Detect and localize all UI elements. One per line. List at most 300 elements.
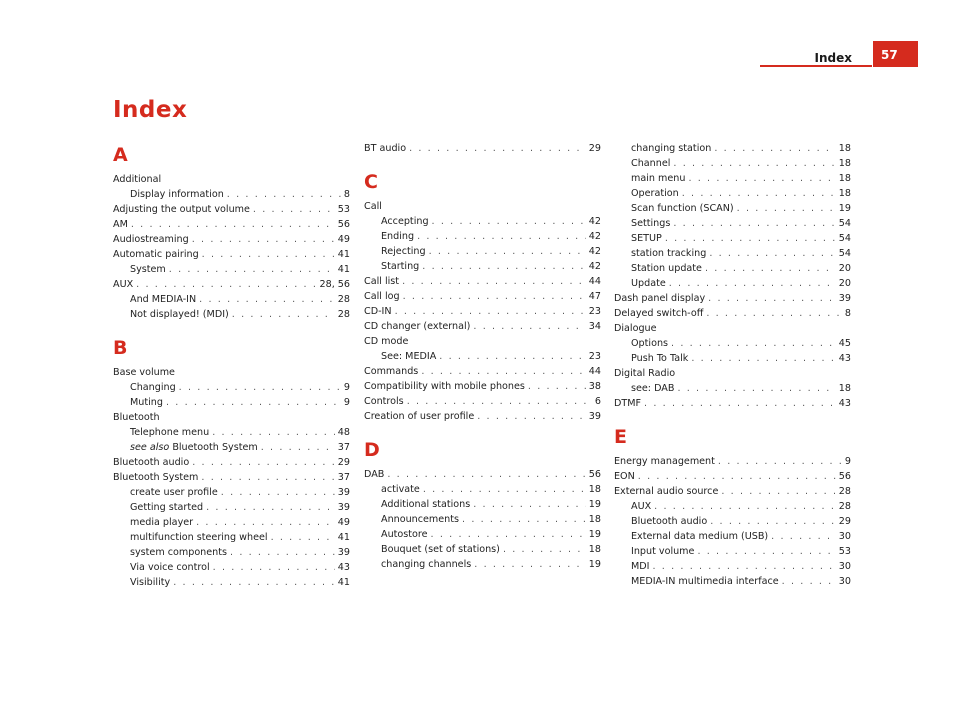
entry-page: 41 [337, 577, 350, 588]
header-rule [760, 65, 872, 67]
entry-label: Changing [130, 382, 176, 393]
index-entry [364, 214, 601, 229]
dot-leader [654, 499, 836, 514]
entry-label: Update [631, 278, 666, 289]
index-entry [614, 261, 851, 276]
entry-page: 37 [337, 442, 350, 453]
entry-label: multifunction steering wheel [130, 532, 268, 543]
dot-leader [682, 186, 836, 201]
entry-label: Visibility [130, 577, 171, 588]
entry-page: 56 [588, 469, 601, 480]
page-title: Index [113, 97, 188, 123]
section-d-entries [364, 467, 601, 572]
entry-page: 56 [337, 219, 350, 230]
index-entry [614, 306, 851, 321]
entry-page: 38 [588, 381, 601, 392]
dot-leader [477, 409, 586, 424]
index-entry [364, 199, 601, 214]
dot-leader [221, 485, 335, 500]
dot-leader [432, 214, 586, 229]
entry-label: Automatic pairing [113, 249, 199, 260]
index-entry [614, 216, 851, 231]
index-entry [364, 542, 601, 557]
entry-page: 28 [337, 309, 350, 320]
entry-label: Dash panel display [614, 293, 706, 304]
entry-label: Additional [113, 174, 162, 185]
entry-page: 18 [588, 544, 601, 555]
entry-label: system components [130, 547, 228, 558]
section-a-entries [113, 172, 350, 322]
entry-label: Controls [364, 396, 404, 407]
entry-page: 18 [588, 514, 601, 525]
dot-leader [503, 542, 586, 557]
entry-label: Ending [381, 231, 415, 242]
entry-label: Creation of user profile [364, 411, 475, 422]
dot-leader [261, 440, 335, 455]
index-entry [614, 201, 851, 216]
dot-leader [199, 292, 335, 307]
dot-leader [213, 560, 335, 575]
entry-page: 29 [588, 143, 601, 154]
index-entry [113, 262, 350, 277]
entry-page: 28 [838, 486, 851, 497]
dot-leader [677, 381, 835, 396]
header-title: Index [814, 51, 852, 65]
entry-label: Energy management [614, 456, 715, 467]
entry-label: And MEDIA-IN [130, 294, 197, 305]
dot-leader [421, 364, 585, 379]
entry-label: EON [614, 471, 635, 482]
entry-page: 42 [588, 246, 601, 257]
entry-label: Getting started [130, 502, 204, 513]
index-entry [113, 307, 350, 322]
entry-label: External audio source [614, 486, 719, 497]
entry-page: 30 [838, 531, 851, 542]
dot-leader [253, 202, 335, 217]
entry-page: 29 [337, 457, 350, 468]
entry-label: Autostore [381, 529, 428, 540]
dot-leader [422, 259, 586, 274]
entry-label: BT audio [364, 143, 407, 154]
dot-leader [417, 229, 586, 244]
entry-label: media player [130, 517, 194, 528]
entry-label: Operation [631, 188, 679, 199]
index-entry [113, 560, 350, 575]
entry-label: AUX [631, 501, 652, 512]
dot-leader [474, 557, 586, 572]
dot-leader [196, 515, 335, 530]
entry-label: Input volume [631, 546, 695, 557]
dot-leader [407, 394, 592, 409]
section-letter-e: E [614, 426, 627, 448]
entry-label: Rejecting [381, 246, 426, 257]
index-entry [364, 557, 601, 572]
dot-leader [169, 262, 335, 277]
entry-page: 54 [838, 233, 851, 244]
see-also-target: Bluetooth System [169, 442, 258, 453]
index-entry [113, 425, 350, 440]
dot-leader [212, 425, 335, 440]
dot-leader [192, 232, 335, 247]
entry-label: main menu [631, 173, 686, 184]
entry-label: MEDIA-IN multimedia interface [631, 576, 779, 587]
entry-page: 18 [838, 158, 851, 169]
see-also-text: see also [130, 442, 170, 453]
entry-label: Commands [364, 366, 419, 377]
entry-page: 54 [838, 248, 851, 259]
entry-label: Call log [364, 291, 400, 302]
section-letter-d: D [364, 439, 380, 461]
dot-leader [671, 336, 836, 351]
entry-label: Bluetooth audio [113, 457, 190, 468]
index-entry [113, 380, 350, 395]
section-b-continued [364, 141, 601, 156]
index-entry [113, 277, 350, 292]
entry-page: 9 [343, 382, 350, 393]
entry-label: Muting [130, 397, 163, 408]
dot-leader [230, 545, 335, 560]
entry-label: Options [631, 338, 669, 349]
entry-page: 30 [838, 561, 851, 572]
entry-page: 42 [588, 216, 601, 227]
index-entry [614, 366, 851, 381]
entry-label: create user profile [130, 487, 218, 498]
entry-label: Digital Radio [614, 368, 676, 379]
dot-leader [409, 141, 586, 156]
section-letter-b: B [113, 337, 128, 359]
entry-label: Bluetooth System [113, 472, 199, 483]
entry-page: 54 [838, 218, 851, 229]
dot-leader [395, 304, 586, 319]
index-entry [364, 349, 601, 364]
index-entry [614, 514, 851, 529]
entry-label: Via voice control [130, 562, 210, 573]
dot-leader [665, 231, 836, 246]
index-entry [614, 186, 851, 201]
entry-page: 39 [588, 411, 601, 422]
index-entry [614, 156, 851, 171]
entry-page: 18 [838, 188, 851, 199]
index-entry [364, 379, 601, 394]
entry-page: 18 [838, 383, 851, 394]
entry-page: 19 [588, 499, 601, 510]
index-entry [364, 409, 601, 424]
entry-label: Push To Talk [631, 353, 689, 364]
entry-label: Bluetooth audio [631, 516, 708, 527]
entry-label: Delayed switch-off [614, 308, 704, 319]
entry-page: 48 [337, 427, 350, 438]
index-entry [614, 231, 851, 246]
index-entry [113, 470, 350, 485]
entry-page: 9 [844, 456, 851, 467]
index-entry [113, 485, 350, 500]
index-entry [364, 274, 601, 289]
index-entry [113, 395, 350, 410]
entry-page: 39 [337, 547, 350, 558]
entry-label: changing channels [381, 559, 472, 570]
dot-leader [644, 396, 836, 411]
entry-label: DTMF [614, 398, 642, 409]
entry-page: 6 [594, 396, 601, 407]
index-entry [614, 529, 851, 544]
index-entry [113, 530, 350, 545]
entry-page: 19 [588, 529, 601, 540]
entry-label: DAB [364, 469, 385, 480]
index-entry [364, 259, 601, 274]
dot-leader [439, 349, 585, 364]
index-entry [614, 276, 851, 291]
index-entry [364, 527, 601, 542]
index-entry [113, 500, 350, 515]
index-entry [614, 574, 851, 589]
entry-page: 41 [337, 532, 350, 543]
index-entry [113, 202, 350, 217]
index-entry [113, 172, 350, 187]
dot-leader [771, 529, 836, 544]
index-entry [614, 246, 851, 261]
entry-page: 43 [838, 353, 851, 364]
index-entry [113, 247, 350, 262]
entry-page: 41 [337, 249, 350, 260]
dot-leader [653, 559, 836, 574]
index-entry [364, 394, 601, 409]
dot-leader [166, 395, 341, 410]
index-entry [113, 410, 350, 425]
dot-leader [136, 277, 316, 292]
entry-page: 49 [337, 517, 350, 528]
entry-page: 44 [588, 276, 601, 287]
dot-leader [131, 217, 335, 232]
entry-page: 43 [838, 398, 851, 409]
index-entry [364, 364, 601, 379]
index-entry [614, 141, 851, 156]
entry-label: Compatibility with mobile phones [364, 381, 525, 392]
index-entry [614, 351, 851, 366]
entry-page: 28, 56 [319, 279, 350, 290]
dot-leader [721, 484, 835, 499]
dot-leader [688, 171, 835, 186]
dot-leader [473, 319, 585, 334]
entry-page: 43 [337, 562, 350, 573]
index-entry [614, 381, 851, 396]
dot-leader [202, 247, 335, 262]
dot-leader [429, 244, 586, 259]
index-entry [614, 336, 851, 351]
entry-label: CD changer (external) [364, 321, 471, 332]
section-c-entries [364, 199, 601, 424]
dot-leader [691, 351, 835, 366]
index-entry [614, 454, 851, 469]
index-entry [614, 469, 851, 484]
entry-page: 28 [337, 294, 350, 305]
dot-leader [782, 574, 836, 589]
entry-page: 53 [337, 204, 350, 215]
index-entry [614, 559, 851, 574]
entry-label: Audiostreaming [113, 234, 189, 245]
entry-label: see: DAB [631, 383, 675, 394]
entry-page: 19 [838, 203, 851, 214]
entry-page: 9 [343, 397, 350, 408]
entry-label: activate [381, 484, 420, 495]
entry-page: 8 [844, 308, 851, 319]
index-entry [364, 229, 601, 244]
entry-page: 23 [588, 306, 601, 317]
dot-leader [737, 201, 836, 216]
entry-label: External data medium (USB) [631, 531, 769, 542]
entry-page: 18 [838, 143, 851, 154]
index-column-3 [614, 141, 851, 589]
dot-leader [462, 512, 586, 527]
entry-page: 19 [588, 559, 601, 570]
index-entry [614, 171, 851, 186]
dot-leader [402, 274, 586, 289]
index-entry [364, 334, 601, 349]
index-entry [113, 187, 350, 202]
index-entry [614, 544, 851, 559]
dot-leader [528, 379, 586, 394]
index-entry [113, 575, 350, 590]
dot-leader [206, 500, 335, 515]
entry-page: 42 [588, 261, 601, 272]
entry-page: 39 [838, 293, 851, 304]
index-entry [364, 304, 601, 319]
dot-leader [638, 469, 836, 484]
index-entry [614, 499, 851, 514]
index-entry [614, 396, 851, 411]
entry-page: 53 [838, 546, 851, 557]
entry-page: 42 [588, 231, 601, 242]
index-entry [614, 291, 851, 306]
entry-page: 23 [588, 351, 601, 362]
dot-leader [706, 306, 842, 321]
dot-leader [403, 289, 586, 304]
index-entry [614, 484, 851, 499]
entry-page: 28 [838, 501, 851, 512]
entry-label: station tracking [631, 248, 707, 259]
index-entry [113, 515, 350, 530]
entry-page: 8 [343, 189, 350, 200]
entry-label: Accepting [381, 216, 429, 227]
index-entry [113, 217, 350, 232]
section-b-entries [113, 365, 350, 590]
entry-label: Bouquet (set of stations) [381, 544, 500, 555]
entry-page: 20 [838, 263, 851, 274]
entry-page: 47 [588, 291, 601, 302]
entry-label: Scan function (SCAN) [631, 203, 734, 214]
index-entry [113, 365, 350, 380]
index-column-1 [113, 143, 350, 590]
dot-leader [669, 276, 836, 291]
dot-leader [173, 575, 335, 590]
dot-leader [271, 530, 335, 545]
entry-label: Not displayed! (MDI) [130, 309, 229, 320]
dot-leader [387, 467, 585, 482]
entry-page: 37 [337, 472, 350, 483]
entry-page: 44 [588, 366, 601, 377]
dot-leader [192, 455, 335, 470]
entry-label: Station update [631, 263, 702, 274]
index-entry [364, 467, 601, 482]
entry-label: MDI [631, 561, 650, 572]
index-entry [364, 141, 601, 156]
index-entry [364, 244, 601, 259]
page-header [0, 41, 960, 67]
dot-leader [705, 261, 836, 276]
entry-label: SETUP [631, 233, 662, 244]
index-entry [113, 292, 350, 307]
entry-label: Telephone menu [130, 427, 210, 438]
section-e-entries [614, 454, 851, 589]
entry-label: AM [113, 219, 128, 230]
dot-leader [710, 514, 836, 529]
entry-label: Dialogue [614, 323, 657, 334]
entry-label: See: MEDIA [381, 351, 437, 362]
entry-page: 56 [838, 471, 851, 482]
dot-leader [227, 187, 341, 202]
section-letter-c: C [364, 171, 378, 193]
dot-leader [232, 307, 335, 322]
entry-label: Display information [130, 189, 224, 200]
dot-leader [201, 470, 334, 485]
entry-page: 29 [838, 516, 851, 527]
index-entry [113, 455, 350, 470]
section-d-continued [614, 141, 851, 411]
dot-leader [709, 246, 835, 261]
index-entry [364, 512, 601, 527]
entry-page: 34 [588, 321, 601, 332]
entry-page: 30 [838, 576, 851, 587]
entry-label: Additional stations [381, 499, 471, 510]
index-column-2 [364, 141, 601, 572]
entry-page: 45 [838, 338, 851, 349]
entry-label: CD mode [364, 336, 409, 347]
entry-label: Call list [364, 276, 400, 287]
entry-page: 41 [337, 264, 350, 275]
page-number-badge: 57 [873, 41, 918, 67]
index-entry [364, 497, 601, 512]
entry-label: System [130, 264, 166, 275]
entry-page: 18 [838, 173, 851, 184]
dot-leader [673, 216, 835, 231]
index-entry [113, 440, 350, 455]
entry-page: 39 [337, 502, 350, 513]
index-entry [364, 289, 601, 304]
dot-leader [179, 380, 341, 395]
section-letter-a: A [113, 144, 128, 166]
entry-label: Announcements [381, 514, 460, 525]
dot-leader [431, 527, 586, 542]
dot-leader [697, 544, 835, 559]
index-entry [614, 321, 851, 336]
entry-page: 49 [337, 234, 350, 245]
entry-label: Channel [631, 158, 671, 169]
entry-label: Settings [631, 218, 671, 229]
entry-label: changing station [631, 143, 712, 154]
entry-label: AUX [113, 279, 134, 290]
entry-label: Call [364, 201, 382, 212]
dot-leader [708, 291, 836, 306]
index-entry [113, 545, 350, 560]
entry-label: CD-IN [364, 306, 392, 317]
dot-leader [718, 454, 842, 469]
dot-leader [673, 156, 835, 171]
entry-label: Starting [381, 261, 420, 272]
entry-label: Bluetooth [113, 412, 160, 423]
dot-leader [714, 141, 835, 156]
entry-label [130, 440, 258, 455]
entry-page: 20 [838, 278, 851, 289]
entry-label: Adjusting the output volume [113, 204, 250, 215]
